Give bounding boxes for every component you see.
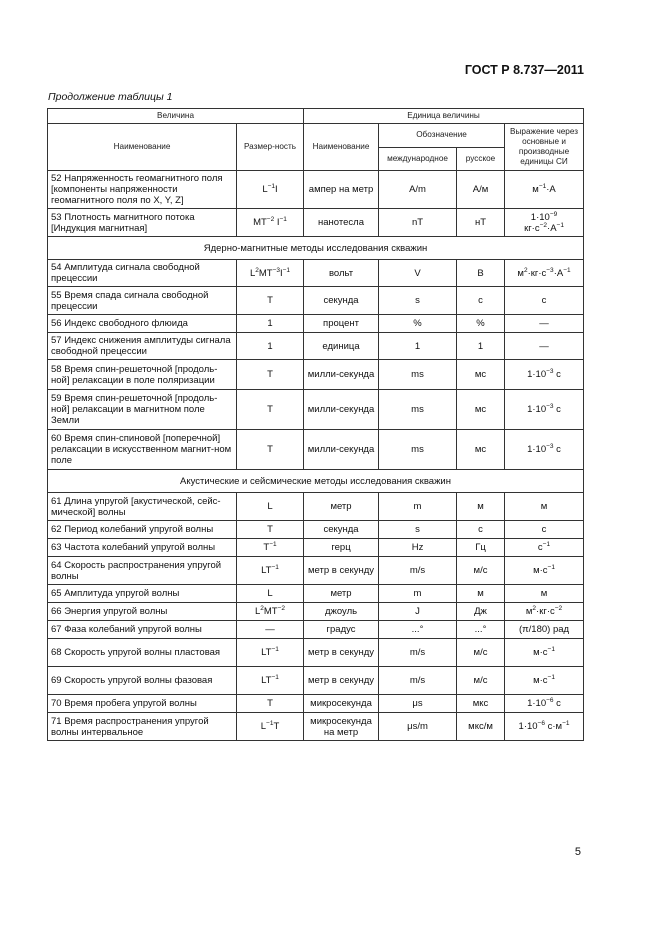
cell-international: % (379, 315, 457, 333)
cell-international: A/m (379, 171, 457, 209)
cell-dimension: $L^{-1}I$ (237, 171, 304, 209)
cell-expression: $1\cdot 10^{-6}$ с (505, 695, 584, 713)
cell-russian: м (457, 585, 505, 603)
cell-unit-name: милли-секунда (304, 360, 379, 390)
cell-russian: ...° (457, 621, 505, 639)
header-expression: Выражение через основные и производные единицы СИ (505, 124, 584, 171)
cell-international: nT (379, 209, 457, 237)
table-row (48, 667, 584, 695)
cell-international: V (379, 260, 457, 287)
cell-unit-name: процент (304, 315, 379, 333)
cell-quantity-name: 56 Индекс свободного флюида (48, 315, 237, 333)
cell-dimension: T (237, 430, 304, 470)
cell-expression: $м\cdot с^{-1}$ (505, 557, 584, 585)
cell-dimension: $LT^{-1}$ (237, 639, 304, 667)
table-caption: Продолжение таблицы 1 (48, 91, 173, 103)
cell-dimension: 1 (237, 315, 304, 333)
table-row (48, 315, 584, 333)
header-unit: Единица величины (304, 109, 584, 124)
cell-international: s (379, 521, 457, 539)
table-row (48, 493, 584, 521)
cell-expression: $м^2\cdot кг\cdot с^{-2}$ (505, 603, 584, 621)
cell-russian: мкс/м (457, 713, 505, 741)
header-designation: Обозначение (379, 124, 505, 148)
cell-expression: $1\cdot 10^{-9}$ $кг\cdot с^{-2}\cdot А^{-1}$ (505, 209, 584, 237)
header-unit-name: Наименование (304, 124, 379, 171)
cell-dimension: 1 (237, 333, 304, 360)
cell-expression: $1\cdot 10^{-3}$ с (505, 430, 584, 470)
cell-dimension: T (237, 287, 304, 315)
cell-quantity-name: 67 Фаза колебаний упругой волны (48, 621, 237, 639)
cell-quantity-name: 64 Скорость распространения упругой волны (48, 557, 237, 585)
cell-russian: Гц (457, 539, 505, 557)
cell-expression: м (505, 585, 584, 603)
cell-unit-name: метр в секунду (304, 557, 379, 585)
cell-expression: м (505, 493, 584, 521)
cell-quantity-name: 59 Время спин-решеточной [продоль-ной] релаксации в магнитном поле Земли (48, 390, 237, 430)
cell-dimension: T (237, 360, 304, 390)
table-body (48, 171, 584, 741)
cell-russian: м/с (457, 639, 505, 667)
section-title: Ядерно-магнитные методы исследования скважин (48, 237, 584, 260)
table-row (48, 695, 584, 713)
cell-expression: $м^2\cdot кг\cdot с^{-3}\cdot А^{-1}$ (505, 260, 584, 287)
cell-dimension: L (237, 585, 304, 603)
section-row (48, 470, 584, 493)
cell-russian: м/с (457, 667, 505, 695)
section-title: Акустические и сейсмические методы исследования скважин (48, 470, 584, 493)
cell-russian: мс (457, 430, 505, 470)
cell-international: ms (379, 390, 457, 430)
cell-expression: $1\cdot 10^{-3}$ с (505, 360, 584, 390)
cell-russian: % (457, 315, 505, 333)
cell-unit-name: метр (304, 585, 379, 603)
table-row (48, 260, 584, 287)
cell-international: m/s (379, 557, 457, 585)
cell-unit-name: метр в секунду (304, 667, 379, 695)
cell-expression: $м^{-1}\cdot А$ (505, 171, 584, 209)
cell-russian: с (457, 521, 505, 539)
table-row (48, 585, 584, 603)
cell-quantity-name: 52 Напряженность геомагнитного поля [компоненты напряженности геомагнитного поля по X, Y, Z] (48, 171, 237, 209)
cell-quantity-name: 71 Время распространения упругой волны интервальное (48, 713, 237, 741)
cell-dimension: $MT^{-2}$ $I^{-1}$ (237, 209, 304, 237)
cell-quantity-name: 55 Время спада сигнала свободной прецессии (48, 287, 237, 315)
cell-international: m/s (379, 667, 457, 695)
cell-international: s (379, 287, 457, 315)
table-row (48, 713, 584, 741)
cell-dimension: L (237, 493, 304, 521)
cell-unit-name: джоуль (304, 603, 379, 621)
cell-international: ms (379, 360, 457, 390)
cell-russian: мс (457, 360, 505, 390)
table-row (48, 390, 584, 430)
cell-russian: нТ (457, 209, 505, 237)
standard-number: ГОСТ Р 8.737—2011 (464, 63, 584, 77)
cell-dimension: T (237, 390, 304, 430)
cell-international: m/s (379, 639, 457, 667)
cell-expression: (π/180) рад (505, 621, 584, 639)
cell-dimension: $L^2MT^{-3}I^{-1}$ (237, 260, 304, 287)
quantities-table (47, 108, 584, 741)
cell-russian: м/с (457, 557, 505, 585)
cell-unit-name: единица (304, 333, 379, 360)
table-row (48, 557, 584, 585)
cell-dimension: T (237, 695, 304, 713)
cell-unit-name: нанотесла (304, 209, 379, 237)
cell-international: m (379, 493, 457, 521)
cell-expression: — (505, 315, 584, 333)
cell-unit-name: микросекунда (304, 695, 379, 713)
cell-quantity-name: 65 Амплитуда упругой волны (48, 585, 237, 603)
header-dimension: Размер-ность (237, 124, 304, 171)
cell-international: μs/m (379, 713, 457, 741)
cell-dimension: $L^{-1}T$ (237, 713, 304, 741)
cell-expression: $1\cdot 10^{-3}$ с (505, 390, 584, 430)
cell-quantity-name: 57 Индекс снижения амплитуды сигнала свободной прецессии (48, 333, 237, 360)
cell-quantity-name: 61 Длина упругой [акустической, сейс-мической] волны (48, 493, 237, 521)
cell-russian: 1 (457, 333, 505, 360)
cell-quantity-name: 68 Скорость упругой волны пластовая (48, 639, 237, 667)
cell-expression: $1\cdot 10^{-6}$ $с\cdot м^{-1}$ (505, 713, 584, 741)
table-row (48, 171, 584, 209)
cell-unit-name: герц (304, 539, 379, 557)
table-row (48, 639, 584, 667)
cell-quantity-name: 54 Амплитуда сигнала свободной прецессии (48, 260, 237, 287)
cell-expression: с (505, 521, 584, 539)
table-row (48, 360, 584, 390)
cell-unit-name: секунда (304, 287, 379, 315)
cell-international: ...° (379, 621, 457, 639)
cell-quantity-name: 60 Время спин-спиновой [поперечной] релаксации в искусственном магнит-ном поле (48, 430, 237, 470)
cell-international: m (379, 585, 457, 603)
table-row (48, 430, 584, 470)
cell-unit-name: метр в секунду (304, 639, 379, 667)
cell-quantity-name: 63 Частота колебаний упругой волны (48, 539, 237, 557)
cell-quantity-name: 66 Энергия упругой волны (48, 603, 237, 621)
cell-russian: мкс (457, 695, 505, 713)
page-number: 5 (574, 846, 581, 858)
cell-unit-name: милли-секунда (304, 430, 379, 470)
cell-russian: м (457, 493, 505, 521)
cell-unit-name: секунда (304, 521, 379, 539)
cell-quantity-name: 62 Период колебаний упругой волны (48, 521, 237, 539)
cell-russian: В (457, 260, 505, 287)
cell-international: 1 (379, 333, 457, 360)
cell-international: μs (379, 695, 457, 713)
cell-unit-name: микросекунда на метр (304, 713, 379, 741)
cell-russian: мс (457, 390, 505, 430)
cell-quantity-name: 58 Время спин-решеточной [продоль-ной] релаксации в поле поляризации (48, 360, 237, 390)
table-row (48, 603, 584, 621)
cell-expression: с (505, 287, 584, 315)
cell-expression: $с^{-1}$ (505, 539, 584, 557)
cell-international: ms (379, 430, 457, 470)
cell-international: Hz (379, 539, 457, 557)
table-row (48, 521, 584, 539)
cell-russian: Дж (457, 603, 505, 621)
header-quantity: Величина (48, 109, 304, 124)
table-row (48, 539, 584, 557)
cell-dimension: — (237, 621, 304, 639)
cell-expression: $м\cdot с^{-1}$ (505, 639, 584, 667)
cell-unit-name: вольт (304, 260, 379, 287)
cell-international: J (379, 603, 457, 621)
table-row (48, 287, 584, 315)
cell-russian: А/м (457, 171, 505, 209)
cell-dimension: $LT^{-1}$ (237, 667, 304, 695)
cell-dimension: $LT^{-1}$ (237, 557, 304, 585)
cell-quantity-name: 69 Скорость упругой волны фазовая (48, 667, 237, 695)
header-international: международное (379, 147, 457, 171)
cell-dimension: T (237, 521, 304, 539)
cell-unit-name: милли-секунда (304, 390, 379, 430)
cell-expression: $м\cdot с^{-1}$ (505, 667, 584, 695)
cell-unit-name: градус (304, 621, 379, 639)
table-row (48, 209, 584, 237)
header-name: Наименование (48, 124, 237, 171)
section-row (48, 237, 584, 260)
cell-dimension: $T^{-1}$ (237, 539, 304, 557)
table-row (48, 333, 584, 360)
cell-unit-name: ампер на метр (304, 171, 379, 209)
cell-expression: — (505, 333, 584, 360)
cell-quantity-name: 53 Плотность магнитного потока [Индукция магнитная] (48, 209, 237, 237)
cell-quantity-name: 70 Время пробега упругой волны (48, 695, 237, 713)
table-row (48, 621, 584, 639)
header-russian: русское (457, 147, 505, 171)
cell-russian: с (457, 287, 505, 315)
cell-unit-name: метр (304, 493, 379, 521)
cell-dimension: $L^2MT^{-2}$ (237, 603, 304, 621)
